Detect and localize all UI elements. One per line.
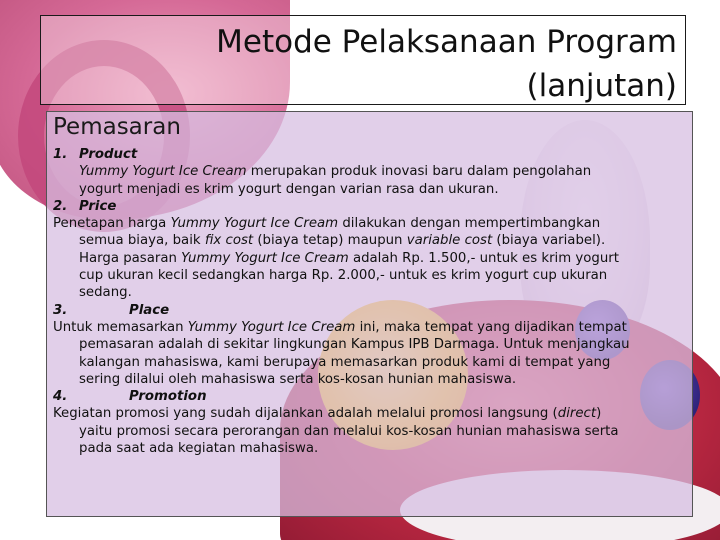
item-heading [53, 388, 685, 405]
italic-term: Yummy Yogurt Ice Cream [187, 319, 356, 335]
text-run: merupakan produk inovasi baru dalam pengolahan [246, 164, 592, 180]
text-run: dilakukan dengan mempertimbangkan [338, 216, 601, 232]
text-run: kalangan mahasiswa, kami berupaya memasarkan produk kami di tempat yang [79, 354, 611, 370]
item-heading [53, 146, 685, 163]
item-number: 3. [53, 302, 68, 318]
item-line [53, 163, 685, 180]
text-run: sering dilalui oleh mahasiswa serta kos-kosan hunian mahasiswa. [79, 371, 517, 387]
title-line-2: (lanjutan) [526, 68, 677, 104]
italic-term: direct [557, 406, 597, 422]
text-run: Untuk memasarkan [53, 319, 188, 335]
text-run: pada saat ada kegiatan mahasiswa. [79, 441, 319, 457]
item-lead-line [53, 405, 685, 422]
item-line [53, 250, 685, 267]
item-line [53, 284, 685, 301]
text-run: Penetapan harga [53, 216, 171, 232]
content-text [53, 146, 685, 457]
text-run: sedang. [79, 285, 132, 301]
item-label: Product [79, 147, 138, 162]
item-line [53, 181, 685, 198]
item-number: 4. [53, 389, 68, 405]
text-run: pemasaran adalah di sekitar lingkungan Kampus IPB Darmaga. Untuk menjangkau [79, 337, 630, 353]
item-number: 2. [53, 198, 68, 214]
text-run: (biaya variabel). [492, 233, 606, 249]
item-line [53, 336, 685, 353]
italic-term: Yummy Yogurt Ice Cream [79, 164, 247, 180]
item-line [53, 440, 685, 457]
title-line-1: Metode Pelaksanaan Program [216, 24, 677, 60]
item-lead-line [53, 215, 685, 232]
slide-title [117, 20, 677, 108]
item-heading [53, 198, 685, 215]
item-label: Promotion [129, 389, 207, 405]
italic-term: Yummy Yogurt Ice Cream [181, 250, 349, 266]
section-heading: Pemasaran [53, 114, 181, 140]
item-line [53, 354, 685, 371]
item-heading [53, 302, 685, 319]
item-line [53, 232, 685, 249]
text-run: adalah Rp. 1.500,- untuk es krim yogurt [348, 250, 619, 266]
item-label: Place [129, 302, 170, 318]
title-box [40, 15, 686, 105]
italic-term: variable cost [406, 233, 493, 249]
text-run: (biaya tetap) maupun [253, 233, 407, 249]
text-run: Harga pasaran [79, 250, 182, 266]
italic-term: fix cost [204, 233, 254, 249]
text-run: yaitu promosi secara perorangan dan melalui kos-kosan hunian mahasiswa serta [79, 423, 619, 439]
italic-term: Yummy Yogurt Ice Cream [170, 216, 339, 232]
item-lead-line [53, 319, 685, 336]
text-run: ini, maka tempat yang dijadikan tempat [355, 319, 627, 335]
item-line [53, 423, 685, 440]
text-run: Kegiatan promosi yang sudah dijalankan adalah melalui promosi langsung ( [53, 406, 558, 422]
text-run: yogurt menjadi es krim yogurt dengan varian rasa dan ukuran. [79, 181, 499, 197]
text-run: ) [596, 406, 602, 422]
item-line [53, 267, 685, 284]
item-label: Price [79, 198, 117, 214]
text-run: semua biaya, baik [79, 233, 205, 249]
text-run: cup ukuran kecil sedangkan harga Rp. 2.000,- untuk es krim yogurt cup ukuran [79, 268, 608, 284]
item-number: 1. [53, 147, 68, 162]
item-line [53, 371, 685, 388]
